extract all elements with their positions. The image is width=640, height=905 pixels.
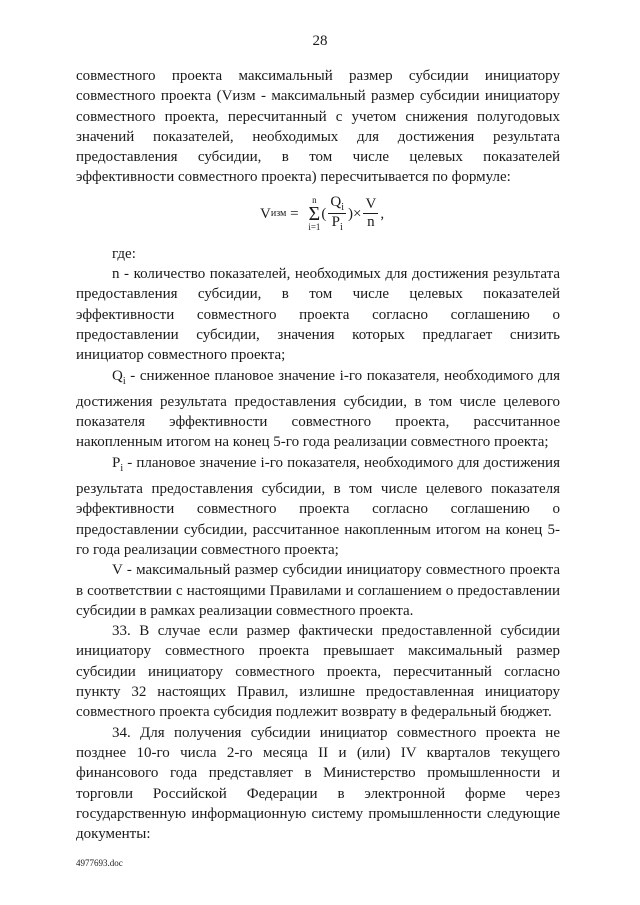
fraction-numerator-v: V	[363, 196, 378, 214]
formula-lhs-subscript: изм	[270, 207, 287, 219]
document-body	[76, 66, 560, 844]
formula-equals: =	[286, 205, 303, 222]
paragraph-v-definition: V - максимальный размер субсидии инициатору совместного проекта в соответствии с настоящими Правилами и соглашением о предоставлении субсидии в рамках реализации совместного проекта.	[76, 562, 560, 619]
sum-upper-limit: n	[312, 194, 317, 205]
q-definition-text: - сниженное плановое значение i-го показателя, необходимого для достижения результата предоставления субсидии, в том числе целевого показателя эффективности совместного проекта, рассчитанное накопленным итогом на конец 5-го года реализации совместного проекта;	[76, 367, 560, 451]
paragraph-q-definition	[76, 366, 560, 453]
page-number: 28	[312, 33, 328, 49]
formula-comma: ,	[380, 205, 385, 222]
paragraph-formula-intro: совместного проекта максимальный размер субсидии инициатору совместного проекта (Vизм - максимальный размер субсидии инициатору совместного проекта, пересчитанный с учетом снижения полугодовых значений показателей, необходимых для достижения результата предоставления субсидии, в том числе целевых показателей эффективности совместного проекта) пересчитывается по формуле:	[76, 68, 560, 186]
formula-lhs: V	[260, 205, 271, 222]
p-definition-text: - плановое значение i-го показателя, необходимого для достижения результата предоставления субсидии, в том числе целевого показателя эффективности совместного проекта согласно соглашению о предоставлении субсидии, рассчитанное накопленным итогом на конец 5-го года реализации совместного проекта;	[76, 454, 560, 558]
paragraph-n-definition: n - количество показателей, необходимых для достижения результата предоставления субсидии, в том числе целевых показателей эффективности совместного проекта согласно соглашению о предоставлении субсидии, значения которых предлагает снизить инициатор совместного проекта;	[76, 266, 560, 364]
symbol-q-subscript: i	[122, 375, 126, 387]
formula-close-times: )×	[348, 205, 362, 222]
paragraph-33: 33. В случае если размер фактически предоставленной субсидии инициатору совместного проекта превышает максимальный размер субсидии инициатору совместного проекта, пересчитанный согласно пункту 32 настоящих Правил, излишне предоставленная инициатору совместного проекта субсидия подлежит возврату в федеральный бюджет.	[76, 623, 560, 721]
footer-filename: 4977693.doc	[76, 858, 123, 868]
sum-lower-limit: i=1	[308, 221, 321, 232]
formula	[76, 188, 560, 244]
symbol-q: Q	[112, 367, 123, 384]
fraction-v-over-n	[363, 196, 378, 232]
fraction-denominator-p: $P_i$	[331, 214, 343, 234]
formula-open-paren: (	[321, 205, 327, 222]
symbol-p-subscript: i	[120, 462, 124, 474]
paragraph-34: 34. Для получения субсидии инициатор совместного проекта не позднее 10-го числа 2-го месяца II и (или) IV кварталов текущего финансового года представляет в Министерство промышленности и торговли Российской Федерации в электронной форме через государственную информационную систему промышленности следующие документы:	[76, 724, 560, 843]
paragraph-p-definition	[76, 453, 560, 560]
symbol-p: P	[112, 454, 121, 471]
fraction-q-over-p	[328, 194, 346, 234]
fraction-numerator-q: $Q_i$	[330, 193, 345, 213]
formula-sum	[308, 196, 320, 232]
fraction-denominator-n: n	[367, 214, 375, 231]
paragraph-where: где:	[112, 245, 136, 262]
formula-expression	[260, 194, 384, 234]
sum-sign: Σ	[308, 202, 321, 225]
